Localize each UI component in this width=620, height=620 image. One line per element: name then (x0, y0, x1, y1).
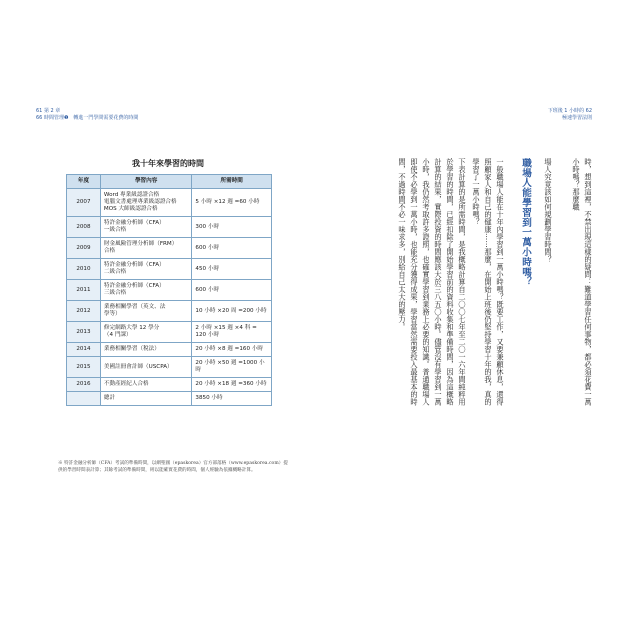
cell-year: 2009 (67, 238, 101, 259)
table-body (67, 189, 272, 406)
intro-line-1: 時，想到這裡，不禁出現這樣的疑問：難道學習任何事物，都必須花費一萬小時嗎？那麼職 (572, 158, 593, 406)
table-row (67, 259, 272, 280)
cell-content: 特許金融分析師（CFA） 二級合格 (100, 259, 192, 280)
cell-year: 2015 (67, 357, 101, 378)
cell-hours: 20 小時 ×8 週 =160 小時 (192, 343, 272, 357)
table-row (67, 343, 272, 357)
right-running-header (548, 108, 592, 122)
table-row (67, 189, 272, 217)
book-spread (28, 108, 600, 528)
cell-content: 業務相關學習（稅法） (100, 343, 192, 357)
table-row (67, 280, 272, 301)
cell-year: 2013 (67, 322, 101, 343)
cell-year: 2007 (67, 189, 101, 217)
cell-hours: 20 小時 ×18 週 =360 小時 (192, 378, 272, 392)
left-page (28, 108, 308, 528)
paragraph-2: 下表計算的是所需時間，是我概略計算自二〇〇七年至二〇一六年間純粹用於學習的時間，已經扣除了開始學習前的資料收集和準備時間，因為這概略計算的結果，實際投資的時間應該大於三八五〇小時。儘管沒有學習到一萬小時，我仍然考取許多證照，也確實學習到業務上必要的知識。普通職場人即使不必學到一萬小時，也能充分獲得成果，學習當然需要投入最基本的時間，不過時間不必一味求多，別給自己太大的壓力。 (398, 158, 467, 406)
cell-year: 2014 (67, 343, 101, 357)
cell-content: 美國註冊會計師（USCPA） (100, 357, 192, 378)
cell-content: 業務相關學習（英文、法 學等） (100, 301, 192, 322)
cell-hours: 10 小時 ×20 周 =200 小時 (192, 301, 272, 322)
table-header-row (67, 175, 272, 189)
table-row (67, 301, 272, 322)
left-running-header (36, 108, 138, 122)
study-hours-table (66, 174, 272, 406)
header-year: 年度 (67, 175, 101, 189)
right-header-line2: 極速學習法則 (561, 115, 592, 121)
cell-year: 2008 (67, 217, 101, 238)
table-row (67, 322, 272, 343)
right-page (328, 108, 600, 528)
cell-hours: 20 小時 ×50 週 =1000 小時 (192, 357, 272, 378)
cell-hours: 300 小時 (192, 217, 272, 238)
table-row (67, 357, 272, 378)
paragraph-1: 一般職場人能在十年內學習到一萬小時嗎？既要工作，又要兼顧休息，還得照顧家人和自己的健康……那麼，在開始上班後仍堅持學習十年的我，真的學習了一萬小時嗎？ (472, 158, 505, 406)
cell-year: 2010 (67, 259, 101, 280)
cell-year: 2011 (67, 280, 101, 301)
cell-year (67, 392, 101, 406)
left-header-line2: 66 時間管理❶ 轉進一門學問需要花費的時間 (36, 115, 139, 121)
section-heading: 職場人能學習到一萬小時嗎？ (520, 158, 531, 287)
table-row (67, 238, 272, 259)
cell-year: 2012 (67, 301, 101, 322)
table-row (67, 392, 272, 406)
cell-hours: 3850 小時 (192, 392, 272, 406)
cell-content: 不動產經紀人合格 (100, 378, 192, 392)
header-hours: 所需時間 (192, 175, 272, 189)
cell-content: 特許金融分析師（CFA） 三級合格 (100, 280, 192, 301)
right-header-line1: 下班後 1 小時的 62 (547, 108, 592, 114)
cell-hours: 600 小時 (192, 280, 272, 301)
cell-hours: 600 小時 (192, 238, 272, 259)
table-row (67, 378, 272, 392)
cell-hours: 2 小時 ×15 週 ×4 科 = 120 小時 (192, 322, 272, 343)
table-title: 我十年來學習的時間 (132, 159, 204, 168)
vertical-body-text (394, 158, 594, 408)
cell-content: Word 專業級認證合格 電腦文書處理專業級認證合格 MOS 大師級認證合格 (100, 189, 192, 217)
table-row (67, 217, 272, 238)
cell-content: 修完網路大學 12 學分 （4 門課） (100, 322, 192, 343)
header-content: 學習內容 (100, 175, 192, 189)
cell-hours: 5 小時 ×12 週 =60 小時 (192, 189, 272, 217)
cell-hours: 450 小時 (192, 259, 272, 280)
cell-content: 總計 (100, 392, 192, 406)
left-header-line1: 61 第 2 章 (36, 108, 61, 114)
intro-line-2: 場人究竟該如何規劃學習時間？ (544, 158, 553, 263)
cell-year: 2016 (67, 378, 101, 392)
cell-content: 特許金融分析師（CFA） 一級合格 (100, 217, 192, 238)
footnote: ※ 特許金融分析師（CFA）考試的準備時間，以網聖國（epaskorea）官方部落格（www.epaskorea.com）提供的學習時間表計算；其餘考試的準備時間，則以能確實花費的時間，個人經驗為依據概略計算。 (58, 461, 288, 473)
cell-content: 財金風險管理分析師（FRM） 合格 (100, 238, 192, 259)
